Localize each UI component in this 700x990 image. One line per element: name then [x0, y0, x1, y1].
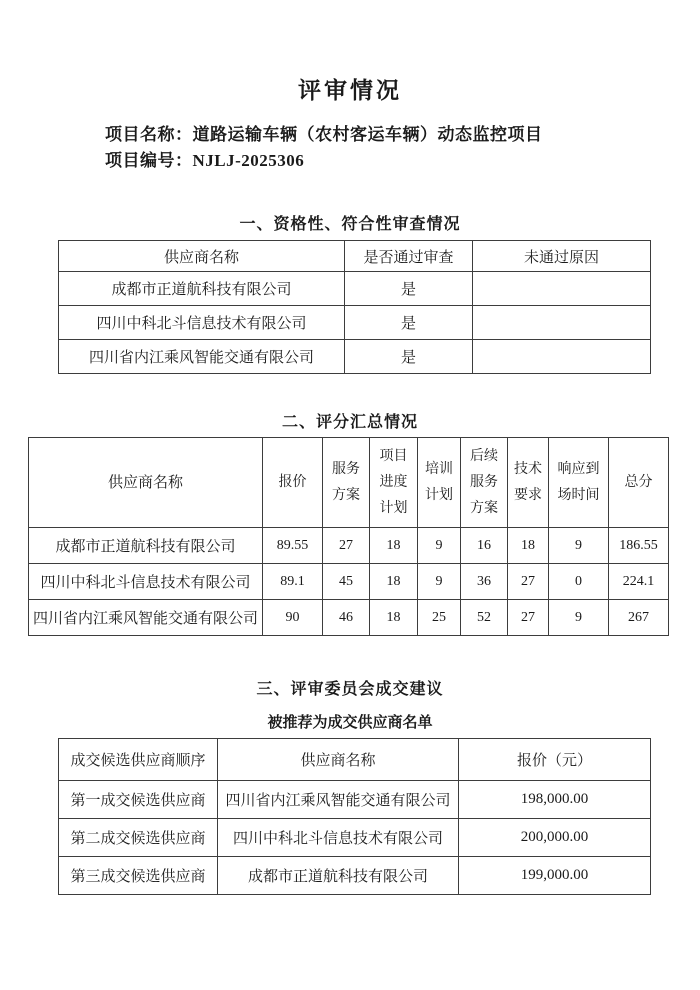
table-cell: 200,000.00 [459, 819, 651, 857]
qualification-review-table [58, 240, 651, 374]
table-cell: 16 [461, 528, 508, 564]
column-header: 报价 [263, 438, 323, 528]
column-header: 培训计划 [418, 438, 461, 528]
section-2-heading: 二、评分汇总情况 [281, 414, 418, 431]
table-cell: 第二成交候选供应商 [59, 819, 218, 857]
table-row [29, 528, 669, 564]
table-cell: 9 [549, 528, 609, 564]
table-cell: 27 [508, 564, 549, 600]
table-cell: 四川省内江乘风智能交通有限公司 [218, 781, 459, 819]
table-cell [473, 340, 651, 374]
column-header: 供应商名称 [29, 438, 263, 528]
table-row [59, 272, 651, 306]
project-name-line: 项目名称：道路运输车辆（农村客运车辆）动态监控项目 [105, 125, 543, 144]
table-cell: 四川中科北斗信息技术有限公司 [29, 564, 263, 600]
recommended-suppliers-subtitle: 被推荐为成交供应商名单 [267, 715, 433, 731]
document-title: 评审情况 [298, 78, 402, 103]
table-row [29, 600, 669, 636]
table-cell: 成都市正道航科技有限公司 [218, 857, 459, 895]
table-cell: 36 [461, 564, 508, 600]
table-header-row [59, 241, 651, 272]
table-cell: 90 [263, 600, 323, 636]
table-row [59, 819, 651, 857]
table-cell: 18 [370, 528, 418, 564]
table-cell: 25 [418, 600, 461, 636]
column-header: 项目进度计划 [370, 438, 418, 528]
column-header: 成交候选供应商顺序 [59, 739, 218, 781]
column-header: 未通过原因 [473, 241, 651, 272]
table-header-row [59, 739, 651, 781]
table-cell: 9 [418, 528, 461, 564]
column-header: 后续服务方案 [461, 438, 508, 528]
table-cell: 27 [323, 528, 370, 564]
table-cell: 89.1 [263, 564, 323, 600]
column-header: 总分 [609, 438, 669, 528]
table-cell: 9 [549, 600, 609, 636]
table-row [59, 781, 651, 819]
column-header: 报价（元） [459, 739, 651, 781]
table-cell: 成都市正道航科技有限公司 [29, 528, 263, 564]
table-cell: 是 [345, 306, 473, 340]
table-cell: 186.55 [609, 528, 669, 564]
project-info-block [105, 122, 700, 174]
table-cell: 18 [370, 564, 418, 600]
table-cell: 27 [508, 600, 549, 636]
table-cell: 四川中科北斗信息技术有限公司 [218, 819, 459, 857]
score-summary-table [28, 437, 669, 636]
table-row [59, 340, 651, 374]
table-row [59, 306, 651, 340]
table-header-row [29, 438, 669, 528]
recommended-suppliers-table [58, 738, 651, 895]
table-cell: 第三成交候选供应商 [59, 857, 218, 895]
table-cell: 第一成交候选供应商 [59, 781, 218, 819]
column-header: 服务方案 [323, 438, 370, 528]
column-header: 响应到场时间 [549, 438, 609, 528]
table-cell: 18 [370, 600, 418, 636]
project-code-line: 项目编号：NJLJ-2025306 [105, 151, 305, 170]
table-cell: 267 [609, 600, 669, 636]
column-header: 供应商名称 [218, 739, 459, 781]
column-header: 是否通过审查 [345, 241, 473, 272]
table-cell: 四川中科北斗信息技术有限公司 [59, 306, 345, 340]
table-cell: 18 [508, 528, 549, 564]
table-cell: 9 [418, 564, 461, 600]
table-cell: 52 [461, 600, 508, 636]
section-1-heading: 一、资格性、符合性审查情况 [239, 216, 461, 233]
section-3-heading: 三、评审委员会成交建议 [256, 681, 444, 698]
table-cell: 224.1 [609, 564, 669, 600]
table-cell: 是 [345, 272, 473, 306]
table-cell: 成都市正道航科技有限公司 [59, 272, 345, 306]
table-cell: 四川省内江乘风智能交通有限公司 [29, 600, 263, 636]
table-row [59, 857, 651, 895]
table-cell: 198,000.00 [459, 781, 651, 819]
table-cell: 46 [323, 600, 370, 636]
column-header: 技术要求 [508, 438, 549, 528]
table-cell: 89.55 [263, 528, 323, 564]
table-cell: 45 [323, 564, 370, 600]
column-header: 供应商名称 [59, 241, 345, 272]
table-cell: 四川省内江乘风智能交通有限公司 [59, 340, 345, 374]
table-cell [473, 272, 651, 306]
table-cell: 199,000.00 [459, 857, 651, 895]
table-cell: 是 [345, 340, 473, 374]
table-cell [473, 306, 651, 340]
table-row [29, 564, 669, 600]
table-cell: 0 [549, 564, 609, 600]
